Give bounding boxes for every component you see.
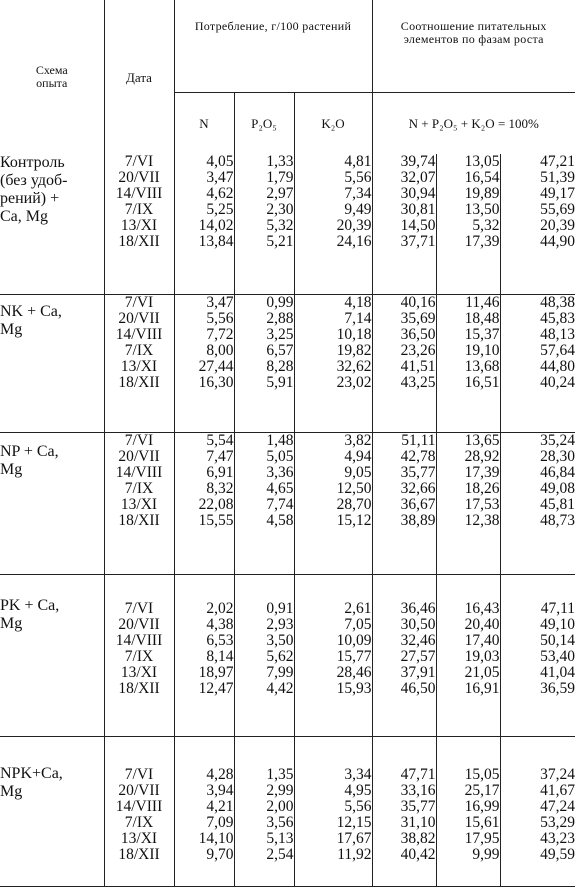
cell-line: 20,39 (501, 218, 575, 234)
cell-line: 13,68 (437, 359, 500, 375)
cell-line: 2,99 (235, 783, 294, 799)
ratio-p-cell (436, 736, 500, 886)
cell-line: 36,67 (373, 497, 436, 513)
cell-line: Mg (0, 783, 104, 801)
cell-line: 4,18 (295, 295, 372, 311)
cell-line: 4,81 (295, 154, 372, 170)
cell-line: 17,53 (437, 497, 500, 513)
cell-line: 13,05 (437, 154, 500, 170)
cell-line: 7/VI (105, 767, 174, 783)
cell-line: 9,49 (295, 202, 372, 218)
cell-line: 27,57 (373, 649, 436, 665)
p2o5-cell (234, 154, 294, 294)
cell-line: 0,99 (235, 295, 294, 311)
cell-line: 30,94 (373, 186, 436, 202)
ratio-k-cell (500, 432, 575, 574)
cell-line: 19,03 (437, 649, 500, 665)
header-n: N (174, 92, 234, 154)
cell-line: 14,10 (175, 831, 234, 847)
cell-line: 40,16 (373, 295, 436, 311)
ratio-k-cell (500, 736, 575, 886)
header-p2o5: P₂O₅ (234, 92, 294, 154)
ratio-p-cell (436, 574, 500, 736)
cell-line: 12,38 (437, 513, 500, 529)
cell-line: 20,39 (295, 218, 372, 234)
cell-line: 13/XI (105, 359, 174, 375)
cell-line: 35,24 (501, 433, 575, 449)
cell-line: 7,74 (235, 497, 294, 513)
ratio-k-cell (500, 294, 575, 432)
cell-line: 14/VIII (105, 799, 174, 815)
cell-line: 1,35 (235, 767, 294, 783)
date-cell (104, 154, 174, 294)
cell-line: 57,64 (501, 343, 575, 359)
cell-line: 7,99 (235, 665, 294, 681)
cell-line: 7/IX (105, 815, 174, 831)
cell-line: 20,40 (437, 617, 500, 633)
cell-line: 13/XI (105, 831, 174, 847)
cell-line: 48,73 (501, 513, 575, 529)
cell-line: Mg (0, 321, 104, 339)
cell-line: 19,89 (437, 186, 500, 202)
cell-line: 28,46 (295, 665, 372, 681)
date-cell (104, 736, 174, 886)
scheme-cell (0, 574, 104, 736)
cell-line: 18,48 (437, 311, 500, 327)
cell-line: 3,94 (175, 783, 234, 799)
cell-line: Контроль (0, 154, 104, 172)
header-ratio (372, 0, 575, 92)
scheme-cell (0, 294, 104, 432)
cell-line: 4,05 (175, 154, 234, 170)
cell-line: 51,11 (373, 433, 436, 449)
cell-line: 5,13 (235, 831, 294, 847)
cell-line: 2,61 (295, 601, 372, 617)
ratio-n-cell (372, 154, 436, 294)
cell-line: 5,56 (295, 799, 372, 815)
cell-line: 17,39 (437, 465, 500, 481)
cell-line: 16,51 (437, 375, 500, 391)
header-ratio-formula: N + P₂O₅ + K₂O = 100% (372, 92, 575, 154)
cell-line: 49,08 (501, 481, 575, 497)
cell-line: 8,14 (175, 649, 234, 665)
cell-line: 36,46 (373, 601, 436, 617)
cell-line: 7/IX (105, 649, 174, 665)
cell-line: 5,05 (235, 449, 294, 465)
cell-line: 4,21 (175, 799, 234, 815)
table-row (0, 294, 575, 432)
cell-line: 49,17 (501, 186, 575, 202)
n-cell (174, 574, 234, 736)
cell-line: 21,05 (437, 665, 500, 681)
cell-line: 3,47 (175, 170, 234, 186)
cell-line: 32,66 (373, 481, 436, 497)
cell-line: 55,69 (501, 202, 575, 218)
cell-line: 12,47 (175, 681, 234, 697)
p2o5-cell (234, 294, 294, 432)
p2o5-cell (234, 574, 294, 736)
header-scheme (0, 0, 104, 154)
cell-line: 49,59 (501, 847, 575, 863)
cell-line: 8,28 (235, 359, 294, 375)
scheme-cell (0, 432, 104, 574)
ratio-n-cell (372, 432, 436, 574)
cell-line: 10,09 (295, 633, 372, 649)
cell-line: 35,69 (373, 311, 436, 327)
date-cell (104, 574, 174, 736)
scheme-cell (0, 154, 104, 294)
cell-line: 32,46 (373, 633, 436, 649)
cell-line: 35,77 (373, 465, 436, 481)
ratio-p-cell (436, 432, 500, 574)
cell-line: 32,62 (295, 359, 372, 375)
k2o-cell (294, 154, 372, 294)
cell-line: 4,38 (175, 617, 234, 633)
cell-line: 16,54 (437, 170, 500, 186)
cell-line: 13,50 (437, 202, 500, 218)
cell-line: 13/XI (105, 497, 174, 513)
cell-line: 5,56 (175, 311, 234, 327)
n-cell (174, 432, 234, 574)
cell-line: 2,54 (235, 847, 294, 863)
cell-line: Mg (0, 461, 104, 479)
cell-line: 40,42 (373, 847, 436, 863)
cell-line: (без удоб- (0, 172, 104, 190)
cell-line: 47,71 (373, 767, 436, 783)
p2o5-cell (234, 432, 294, 574)
cell-line: 18,97 (175, 665, 234, 681)
cell-line: 36,50 (373, 327, 436, 343)
cell-line: 23,26 (373, 343, 436, 359)
ratio-p-cell (436, 154, 500, 294)
cell-line: 41,51 (373, 359, 436, 375)
cell-line: 7/IX (105, 343, 174, 359)
cell-line: 2,88 (235, 311, 294, 327)
cell-line: 44,80 (501, 359, 575, 375)
cell-line: 50,14 (501, 633, 575, 649)
cell-line: 7/IX (105, 202, 174, 218)
cell-line: 39,74 (373, 154, 436, 170)
cell-line: 14,02 (175, 218, 234, 234)
cell-line: 4,58 (235, 513, 294, 529)
cell-line: 5,54 (175, 433, 234, 449)
ratio-p-cell (436, 294, 500, 432)
cell-line: 11,46 (437, 295, 500, 311)
cell-line: 10,18 (295, 327, 372, 343)
cell-line: 9,05 (295, 465, 372, 481)
cell-line: 22,08 (175, 497, 234, 513)
date-cell (104, 294, 174, 432)
cell-line: 17,40 (437, 633, 500, 649)
cell-line: 20/VII (105, 449, 174, 465)
header-consumption (174, 0, 372, 92)
cell-line: 15,12 (295, 513, 372, 529)
cell-line: 45,83 (501, 311, 575, 327)
cell-line: 3,82 (295, 433, 372, 449)
cell-line: NPK+Ca, (0, 765, 104, 783)
cell-line: 15,37 (437, 327, 500, 343)
cell-line: 7/VI (105, 601, 174, 617)
cell-line: 20/VII (105, 783, 174, 799)
table-row (0, 574, 575, 736)
cell-line: 14/VIII (105, 465, 174, 481)
cell-line: 3,47 (175, 295, 234, 311)
cell-line: 5,62 (235, 649, 294, 665)
cell-line: 19,10 (437, 343, 500, 359)
cell-line: 37,24 (501, 767, 575, 783)
cell-line: 18/XII (105, 847, 174, 863)
k2o-cell (294, 432, 372, 574)
cell-line: 14/VIII (105, 633, 174, 649)
cell-line: 17,95 (437, 831, 500, 847)
cell-line: 7,72 (175, 327, 234, 343)
cell-line: 3,50 (235, 633, 294, 649)
cell-line: 48,38 (501, 295, 575, 311)
cell-line: 6,53 (175, 633, 234, 649)
table-row (0, 736, 575, 886)
ratio-k-cell (500, 574, 575, 736)
p2o5-cell (234, 736, 294, 886)
k2o-cell (294, 574, 372, 736)
cell-line: 28,70 (295, 497, 372, 513)
header-scheme-text: Схема опыта (22, 64, 82, 90)
cell-line: 35,77 (373, 799, 436, 815)
cell-line: 7/VI (105, 154, 174, 170)
cell-line: 14,50 (373, 218, 436, 234)
cell-line: 4,65 (235, 481, 294, 497)
cell-line: 1,48 (235, 433, 294, 449)
cell-line: NP + Ca, (0, 443, 104, 461)
cell-line: 5,21 (235, 234, 294, 250)
cell-line: 14/VIII (105, 186, 174, 202)
cell-line: 17,39 (437, 234, 500, 250)
cell-line: 33,16 (373, 783, 436, 799)
cell-line: 15,61 (437, 815, 500, 831)
cell-line: 8,00 (175, 343, 234, 359)
cell-line: 41,04 (501, 665, 575, 681)
cell-line: 3,36 (235, 465, 294, 481)
cell-line: 23,02 (295, 375, 372, 391)
scheme-cell (0, 736, 104, 886)
cell-line: 47,24 (501, 799, 575, 815)
cell-line: 16,43 (437, 601, 500, 617)
cell-line: 20/VII (105, 617, 174, 633)
cell-line: 18/XII (105, 234, 174, 250)
cell-line: 41,67 (501, 783, 575, 799)
cell-line: 20/VII (105, 170, 174, 186)
cell-line: 7,34 (295, 186, 372, 202)
cell-line: 43,25 (373, 375, 436, 391)
cell-line: 51,39 (501, 170, 575, 186)
cell-line: 30,81 (373, 202, 436, 218)
k2o-cell (294, 294, 372, 432)
cell-line: 28,92 (437, 449, 500, 465)
cell-line: 15,77 (295, 649, 372, 665)
cell-line: 7/IX (105, 481, 174, 497)
cell-line: 5,32 (437, 218, 500, 234)
cell-line: 18/XII (105, 513, 174, 529)
header-k2o: K₂O (294, 92, 372, 154)
header-ratio-text: Соотношение питательных элементов по фазам роста (389, 20, 559, 46)
date-cell (104, 432, 174, 574)
cell-line: 12,50 (295, 481, 372, 497)
cell-line: 49,10 (501, 617, 575, 633)
cell-line: 1,79 (235, 170, 294, 186)
cell-line: 30,50 (373, 617, 436, 633)
cell-line: 24,16 (295, 234, 372, 250)
cell-line: 17,67 (295, 831, 372, 847)
cell-line: 46,50 (373, 681, 436, 697)
cell-line: 31,10 (373, 815, 436, 831)
cell-line: 14/VIII (105, 327, 174, 343)
ratio-n-cell (372, 736, 436, 886)
cell-line: 2,30 (235, 202, 294, 218)
cell-line: 13,84 (175, 234, 234, 250)
cell-line: 4,94 (295, 449, 372, 465)
cell-line: 7,47 (175, 449, 234, 465)
cell-line: 4,62 (175, 186, 234, 202)
table-body (0, 154, 575, 886)
cell-line: 4,28 (175, 767, 234, 783)
cell-line: 16,99 (437, 799, 500, 815)
n-cell (174, 154, 234, 294)
cell-line: 16,30 (175, 375, 234, 391)
table-row (0, 432, 575, 574)
cell-line: 38,89 (373, 513, 436, 529)
cell-line: 7,05 (295, 617, 372, 633)
cell-line: 42,78 (373, 449, 436, 465)
cell-line: 37,71 (373, 234, 436, 250)
cell-line: 38,82 (373, 831, 436, 847)
cell-line: 7/VI (105, 433, 174, 449)
k2o-cell (294, 736, 372, 886)
cell-line: 37,91 (373, 665, 436, 681)
cell-line: 18,26 (437, 481, 500, 497)
cell-line: 40,24 (501, 375, 575, 391)
cell-line: 5,25 (175, 202, 234, 218)
n-cell (174, 736, 234, 886)
cell-line: 18/XII (105, 681, 174, 697)
cell-line: 20/VII (105, 311, 174, 327)
cell-line: Ca, Mg (0, 208, 104, 226)
table-row (0, 154, 575, 294)
cell-line: 2,93 (235, 617, 294, 633)
cell-line: Mg (0, 615, 104, 633)
cell-line: 47,21 (501, 154, 575, 170)
cell-line: 7/VI (105, 295, 174, 311)
cell-line: 13,65 (437, 433, 500, 449)
cell-line: 28,30 (501, 449, 575, 465)
cell-line: 36,59 (501, 681, 575, 697)
cell-line: 53,29 (501, 815, 575, 831)
cell-line: 2,97 (235, 186, 294, 202)
cell-line: 6,91 (175, 465, 234, 481)
ratio-n-cell (372, 574, 436, 736)
cell-line: 7,09 (175, 815, 234, 831)
cell-line: PK + Ca, (0, 597, 104, 615)
cell-line: 15,93 (295, 681, 372, 697)
cell-line: 19,82 (295, 343, 372, 359)
cell-line: 15,55 (175, 513, 234, 529)
cell-line: 45,81 (501, 497, 575, 513)
cell-line: 3,56 (235, 815, 294, 831)
cell-line: 43,23 (501, 831, 575, 847)
cell-line: 7,14 (295, 311, 372, 327)
cell-line: 47,11 (501, 601, 575, 617)
cell-line: 11,92 (295, 847, 372, 863)
cell-line: 5,56 (295, 170, 372, 186)
cell-line: 2,00 (235, 799, 294, 815)
cell-line: 6,57 (235, 343, 294, 359)
cell-line: 5,32 (235, 218, 294, 234)
cell-line: рений) + (0, 190, 104, 208)
cell-line: 4,95 (295, 783, 372, 799)
cell-line: 13/XI (105, 665, 174, 681)
cell-line: 12,15 (295, 815, 372, 831)
cell-line: NK + Ca, (0, 303, 104, 321)
cell-line: 5,91 (235, 375, 294, 391)
cell-line: 4,42 (235, 681, 294, 697)
cell-line: 9,70 (175, 847, 234, 863)
header-consumption-text: Потребление, г/100 растений (188, 20, 358, 33)
cell-line: 2,02 (175, 601, 234, 617)
header-date: Дата (104, 0, 174, 154)
cell-line: 32,07 (373, 170, 436, 186)
cell-line: 53,40 (501, 649, 575, 665)
cell-line: 44,90 (501, 234, 575, 250)
cell-line: 8,32 (175, 481, 234, 497)
cell-line: 3,34 (295, 767, 372, 783)
cell-line: 48,13 (501, 327, 575, 343)
n-cell (174, 294, 234, 432)
cell-line: 18/XII (105, 375, 174, 391)
cell-line: 46,84 (501, 465, 575, 481)
cell-line: 3,25 (235, 327, 294, 343)
cell-line: 27,44 (175, 359, 234, 375)
cell-line: 0,91 (235, 601, 294, 617)
cell-line: 9,99 (437, 847, 500, 863)
cell-line: 1,33 (235, 154, 294, 170)
cell-line: 15,05 (437, 767, 500, 783)
cell-line: 16,91 (437, 681, 500, 697)
cell-line: 25,17 (437, 783, 500, 799)
ratio-n-cell (372, 294, 436, 432)
cell-line: 13/XI (105, 218, 174, 234)
ratio-k-cell (500, 154, 575, 294)
